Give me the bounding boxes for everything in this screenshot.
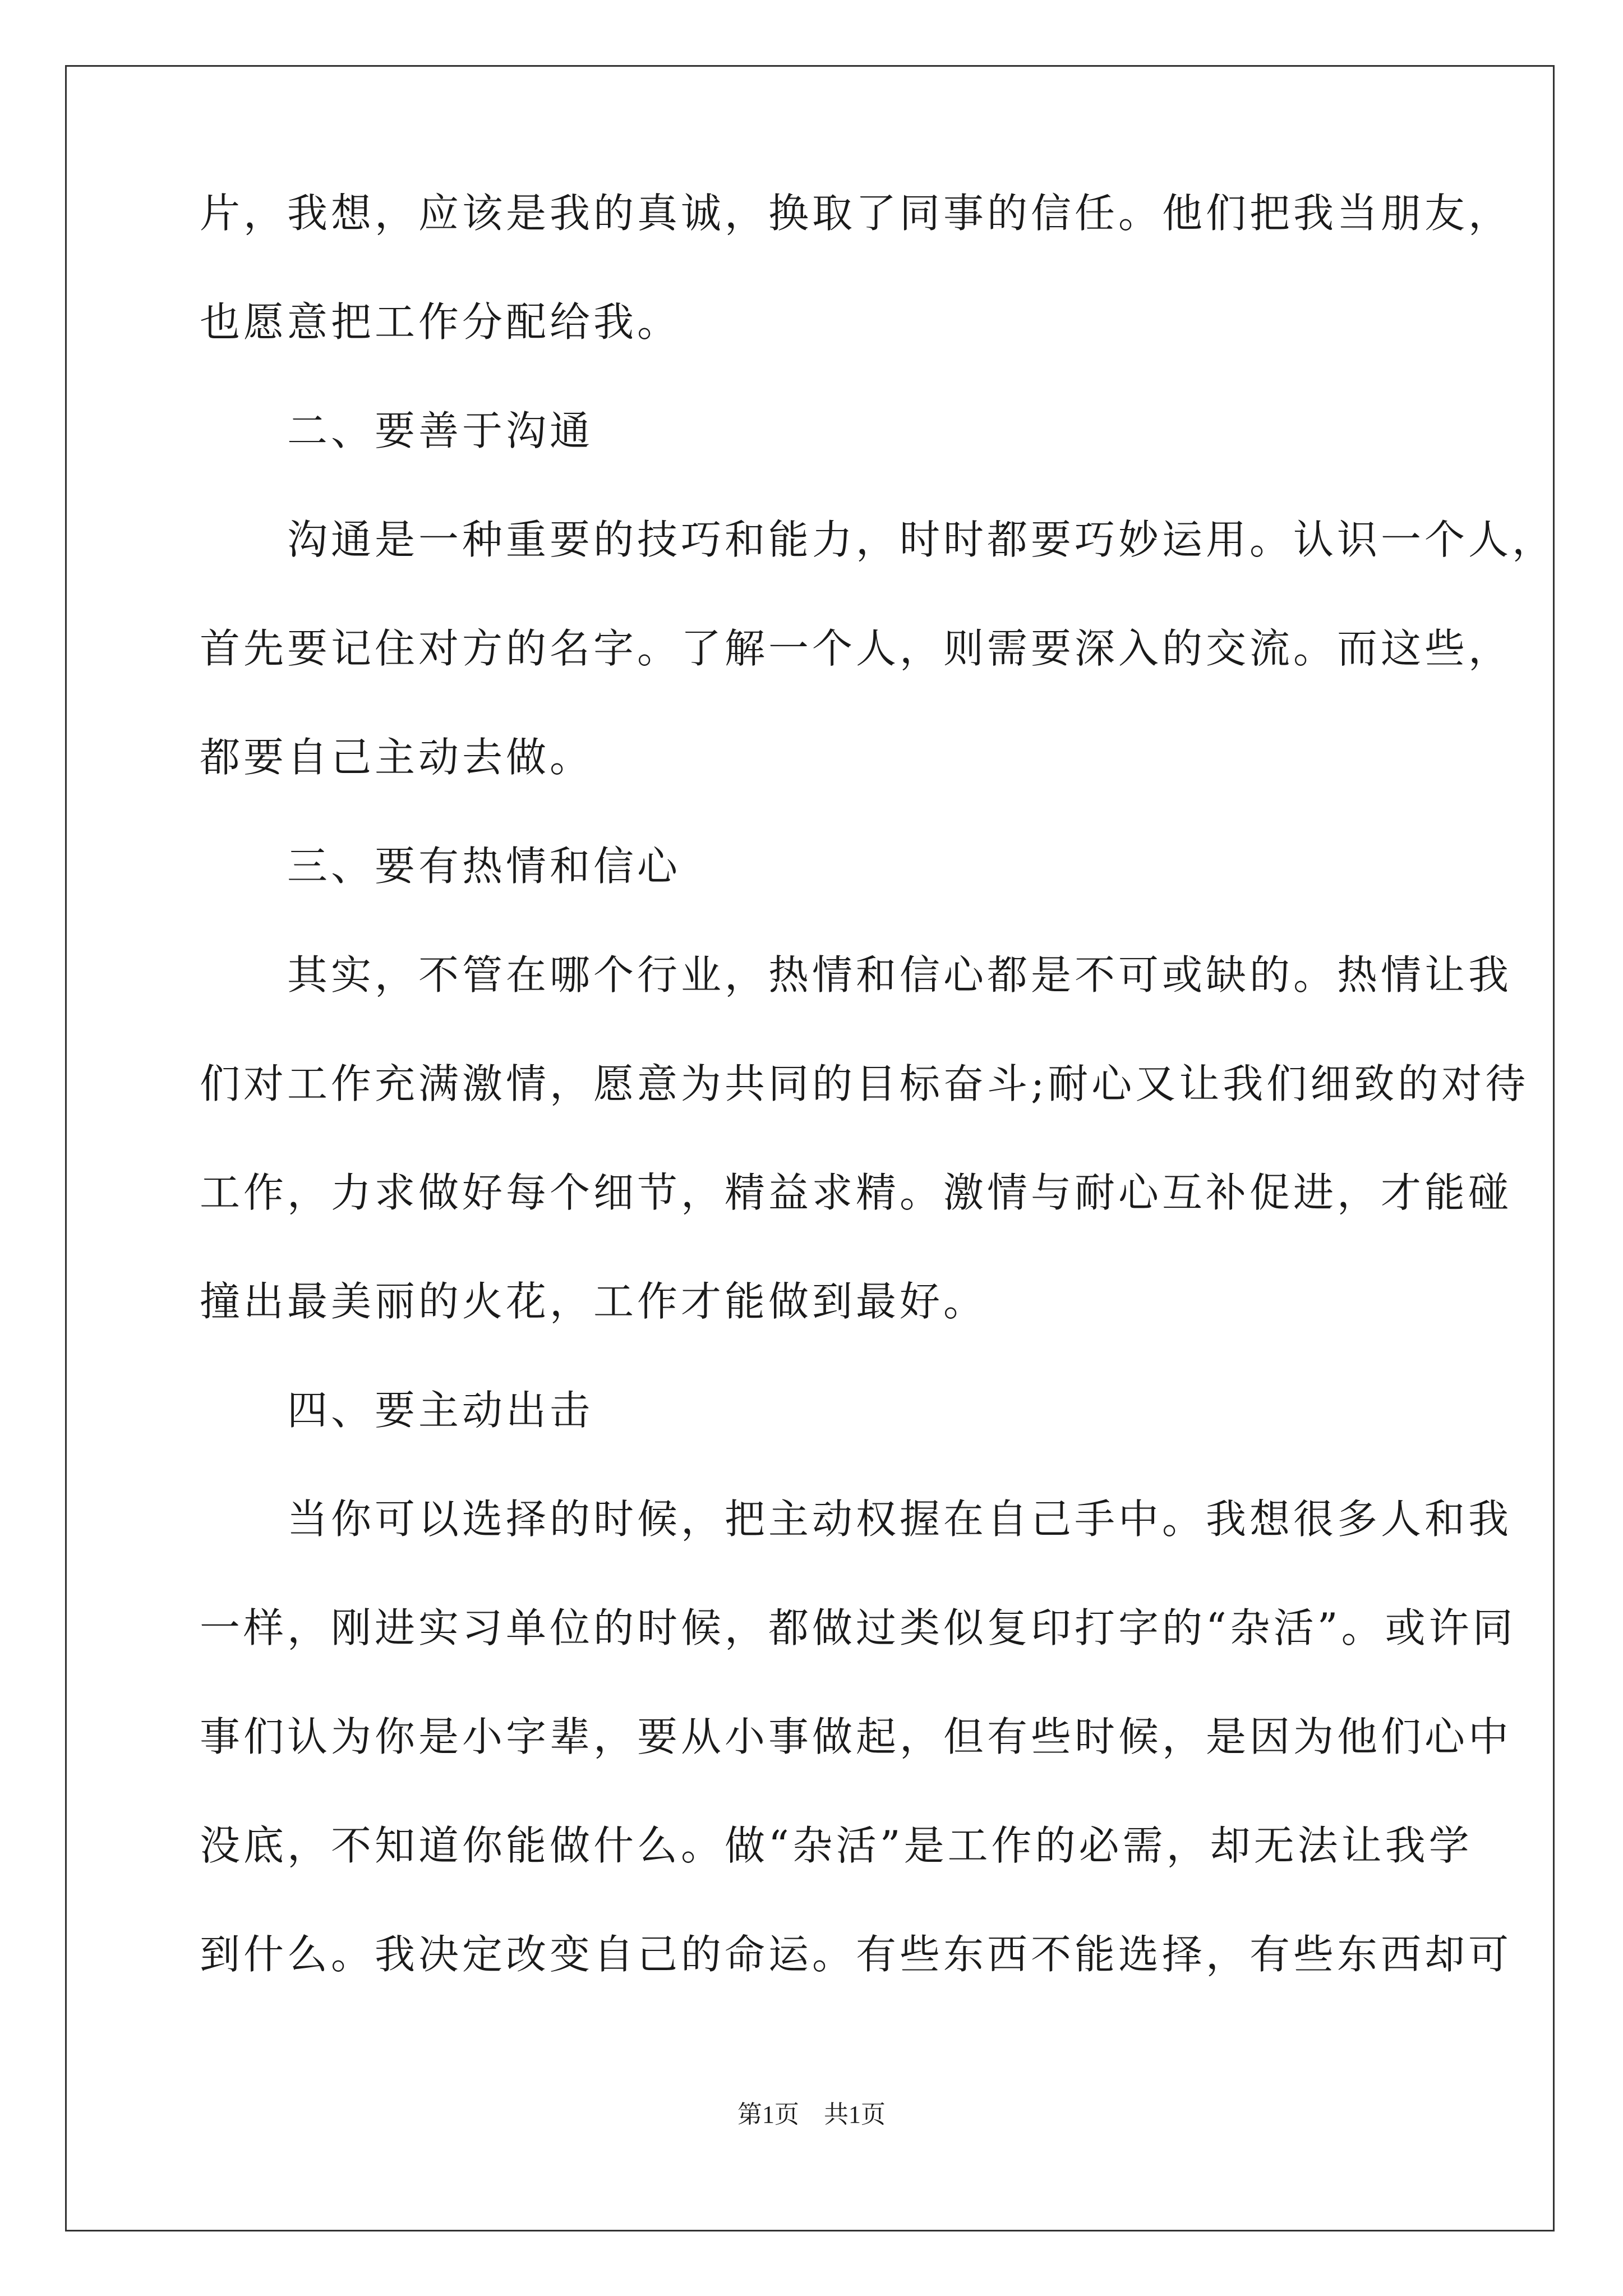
text-line: 没底，不知道你能做什么。做“杂活”是工作的必需，却无法让我学: [200, 1822, 1473, 1869]
text-line: 事们认为你是小字辈，要从小事做起，但有些时候，是因为他们心中: [200, 1713, 1513, 1760]
text-line: 撞出最美丽的火花，工作才能做到最好。: [200, 1278, 988, 1325]
text-line: 到什么。我决定改变自己的命运。有些东西不能选择，有些东西却可: [200, 1931, 1513, 1978]
page-border: [65, 65, 1555, 2231]
text-line: 工作，力求做好每个细节，精益求精。激情与耐心互补促进，才能碰: [200, 1169, 1513, 1216]
text-line: 其实，不管在哪个行业，热情和信心都是不可或缺的。热情让我: [200, 951, 1513, 999]
text-line: 也愿意把工作分配给我。: [200, 298, 681, 346]
page-footer: 第1页 共1页: [737, 2101, 886, 2128]
section-heading: 四、要主动出击: [200, 1387, 594, 1434]
text-line: 们对工作充满激情，愿意为共同的目标奋斗;耐心又让我们细致的对待: [200, 1060, 1529, 1107]
section-heading: 二、要善于沟通: [200, 407, 594, 454]
text-line: 当你可以选择的时候，把主动权握在自己手中。我想很多人和我: [200, 1496, 1513, 1543]
section-heading: 三、要有热情和信心: [200, 843, 681, 890]
text-line: 首先要记住对方的名字。了解一个人，则需要深入的交流。而这些，: [200, 625, 1513, 672]
text-line: 一样，刚进实习单位的时候，都做过类似复印打字的“杂活”。或许同: [200, 1604, 1516, 1651]
text-line: 片，我想，应该是我的真诚，换取了同事的信任。他们把我当朋友，: [200, 190, 1513, 237]
text-line: 都要自己主动去做。: [200, 734, 594, 781]
text-line: 沟通是一种重要的技巧和能力，时时都要巧妙运用。认识一个人，: [200, 516, 1556, 563]
